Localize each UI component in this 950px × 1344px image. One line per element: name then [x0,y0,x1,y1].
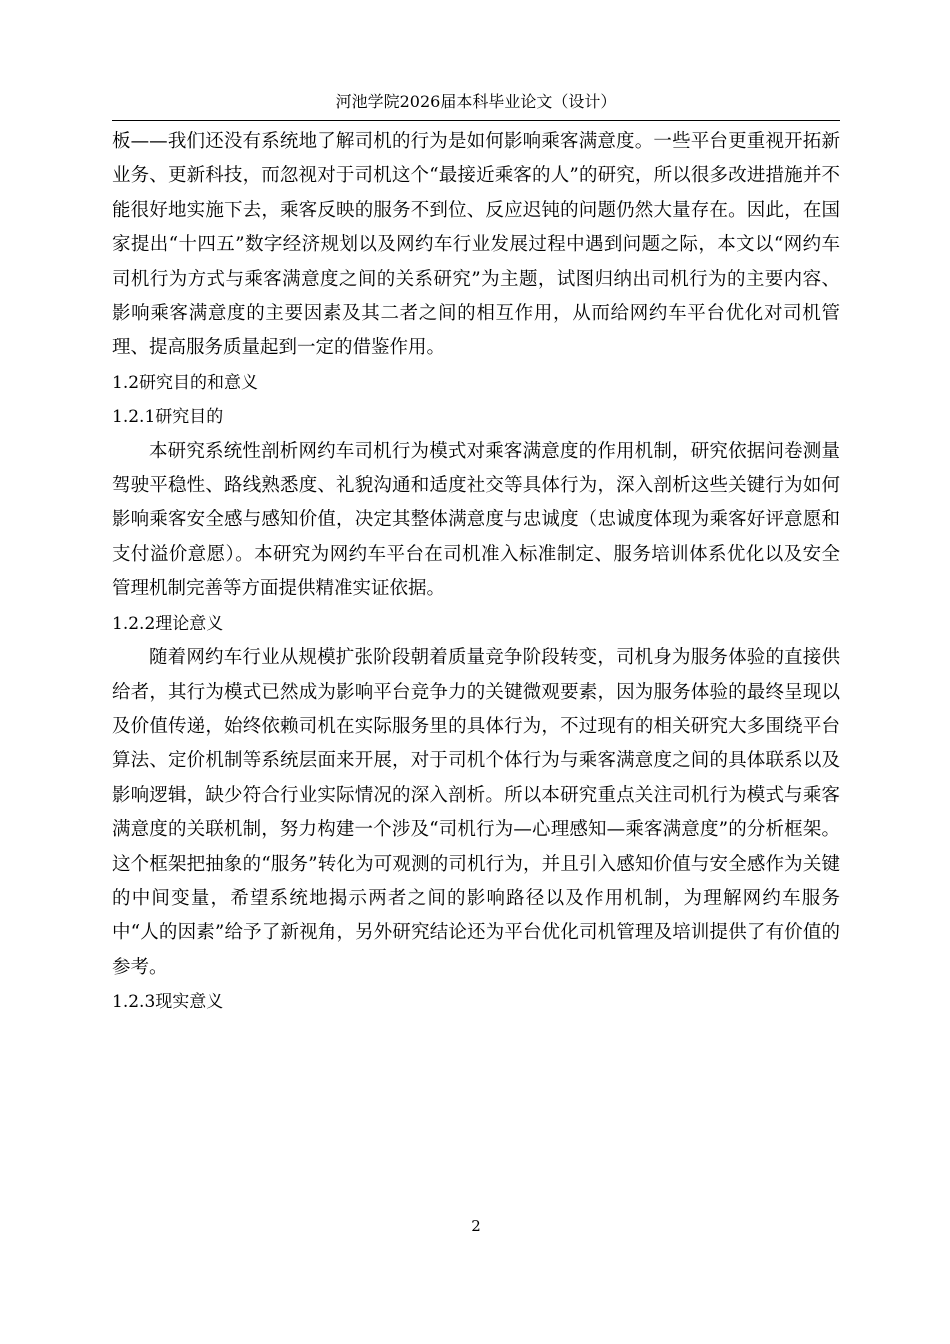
page-body [112,125,840,1020]
running-header: 河池学院2026届本科毕业论文（设计） [335,92,617,111]
theoretical-significance-paragraph: 随着网约车行业从规模扩张阶段朝着质量竞争阶段转变，司机身为服务体验的直接供给者，其行为模式已然成为影响平台竞争力的关键微观要素，因为服务体验的最终呈现以及价值传递，始终依赖司机在实际服务里的具体行为，不过现有的相关研究大多围绕平台算法、定价机制等系统层面来开展，对于司机个体行为与乘客满意度之间的具体联系以及影响逻辑，缺少符合行业实际情况的深入剖析。所以本研究重点关注司机行为模式与乘客满意度的关联机制，努力构建一个涉及“司机行为—心理感知—乘客满意度”的分析框架。这个框架把抽象的“服务”转化为可观测的司机行为，并且引入感知价值与安全感作为关键的中间变量，希望系统地揭示两者之间的影响路径以及作用机制，为理解网约车服务中“人的因素”给予了新视角，另外研究结论还为平台优化司机管理及培训提供了有价值的参考。 [112,647,840,978]
section-heading-1-2-1: 1.2.1研究目的 [112,407,224,428]
section-heading-1-2-2: 1.2.2理论意义 [112,613,224,634]
section-heading-1-2: 1.2研究目的和意义 [112,372,259,393]
continued-paragraph: 板——我们还没有系统地了解司机的行为是如何影响乘客满意度。一些平台更重视开拓新业务、更新科技，而忽视对于司机这个“最接近乘客的人”的研究，所以很多改进措施并不能很好地实施下去，乘客反映的服务不到位、反应迟钝的问题仍然大量存在。因此，在国家提出“十四五”数字经济规划以及网约车行业发展过程中遇到问题之际，本文以“网约车司机行为方式与乘客满意度之间的关系研究”为主题，试图归纳出司机行为的主要内容、影响乘客满意度的主要因素及其二者之间的相互作用，从而给网约车平台优化对司机管理、提高服务质量起到一定的借鉴作用。 [112,131,840,359]
page-number: 2 [471,1217,481,1235]
header-rule [112,120,840,121]
section-heading-1-2-3: 1.2.3现实意义 [112,992,224,1013]
research-purpose-paragraph: 本研究系统性剖析网约车司机行为模式对乘客满意度的作用机制，研究依据问卷测量驾驶平稳性、路线熟悉度、礼貌沟通和适度社交等具体行为，深入剖析这些关键行为如何影响乘客安全感与感知价值，决定其整体满意度与忠诚度（忠诚度体现为乘客好评意愿和支付溢价意愿）。本研究为网约车平台在司机准入标准制定、服务培训体系优化以及安全管理机制完善等方面提供精准实证依据。 [112,440,840,600]
